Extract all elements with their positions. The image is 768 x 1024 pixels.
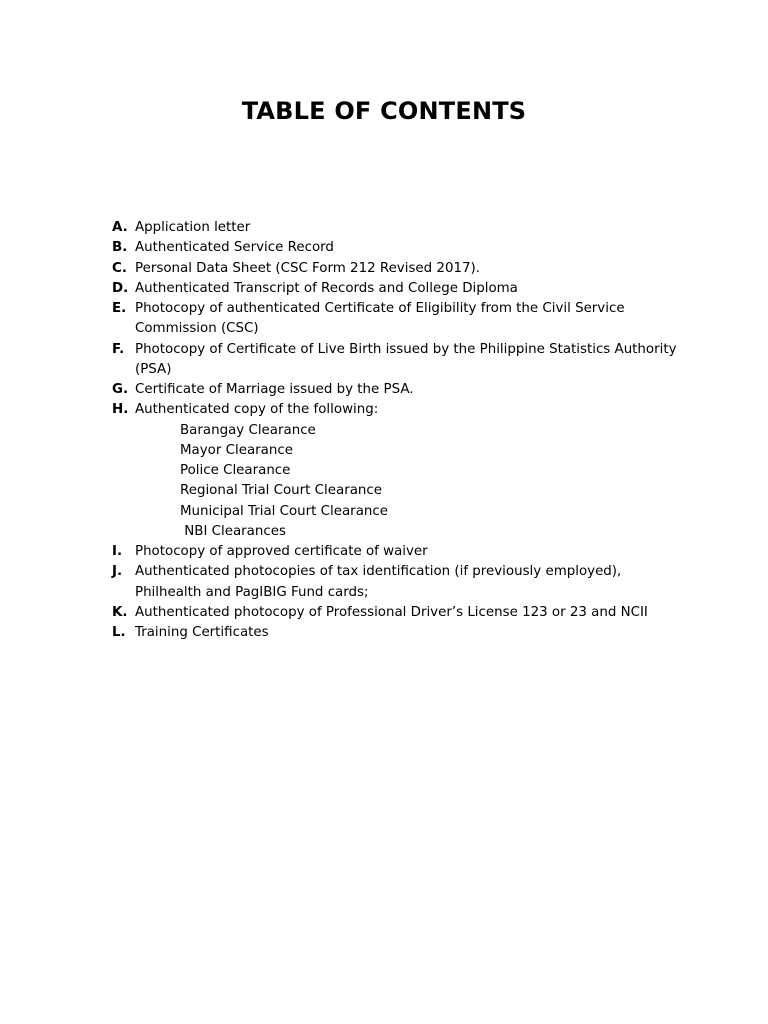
toc-item-c — [112, 259, 712, 279]
toc-item-d — [112, 279, 712, 299]
item-letter: L. — [112, 625, 126, 640]
sub-item-nbi-clearances: NBI Clearances — [180, 523, 286, 539]
toc-item-a — [112, 218, 712, 238]
item-letter: H. — [112, 402, 129, 418]
item-text: Training Certificates — [135, 625, 269, 640]
item-letter: A. — [112, 220, 128, 235]
clearance-sublist — [135, 421, 712, 543]
item-letter: D. — [112, 280, 129, 296]
page-title: TABLE OF CONTENTS — [241, 97, 527, 125]
sub-item-mayor-clearance: Mayor Clearance — [180, 442, 293, 458]
toc-item-b — [112, 238, 712, 258]
toc-item-h — [112, 400, 712, 542]
sub-item-municipal-trial-court-clearance: Municipal Trial Court Clearance — [180, 503, 388, 519]
table-of-contents-list — [112, 218, 712, 643]
item-text: Authenticated photocopies of tax identification (if previously employed), — [135, 564, 622, 580]
toc-item-f — [112, 340, 712, 381]
item-text: Application letter — [135, 220, 251, 235]
item-letter: E. — [112, 301, 127, 316]
item-text-continued: (PSA) — [135, 361, 172, 377]
item-text: Photocopy of authenticated Certificate of Eligibility from the Civil Service — [135, 301, 625, 316]
toc-item-e — [112, 299, 712, 340]
toc-item-l — [112, 623, 712, 643]
item-text-continued: Commission (CSC) — [135, 321, 259, 337]
item-letter: F. — [112, 341, 125, 357]
toc-item-j — [112, 562, 712, 603]
item-letter: K. — [112, 604, 128, 620]
item-letter: B. — [112, 240, 128, 256]
item-text: Certificate of Marriage issued by the PSA. — [135, 382, 414, 397]
item-letter: G. — [112, 382, 129, 397]
item-text: Photocopy of approved certificate of waiver — [135, 544, 428, 559]
item-letter: J. — [112, 564, 123, 580]
item-text: Photocopy of Certificate of Live Birth issued by the Philippine Statistics Authority — [135, 341, 677, 357]
sub-item-police-clearance: Police Clearance — [180, 463, 291, 478]
item-text: Authenticated Transcript of Records and College Diploma — [135, 280, 518, 296]
item-text: Authenticated Service Record — [135, 240, 334, 256]
sub-item-regional-trial-court-clearance: Regional Trial Court Clearance — [180, 483, 382, 499]
toc-item-k — [112, 603, 712, 623]
sub-item-barangay-clearance: Barangay Clearance — [180, 422, 316, 438]
item-letter: C. — [112, 260, 127, 276]
toc-item-g — [112, 380, 712, 400]
item-text: Personal Data Sheet (CSC Form 212 Revised 2017). — [135, 260, 480, 276]
item-text: Authenticated copy of the following: — [135, 402, 379, 418]
item-text-continued: Philhealth and PagIBIG Fund cards; — [135, 584, 369, 600]
item-text: Authenticated photocopy of Professional Driver’s License 123 or 23 and NCII — [135, 604, 648, 620]
item-letter: I. — [112, 544, 123, 559]
toc-item-i — [112, 542, 712, 562]
